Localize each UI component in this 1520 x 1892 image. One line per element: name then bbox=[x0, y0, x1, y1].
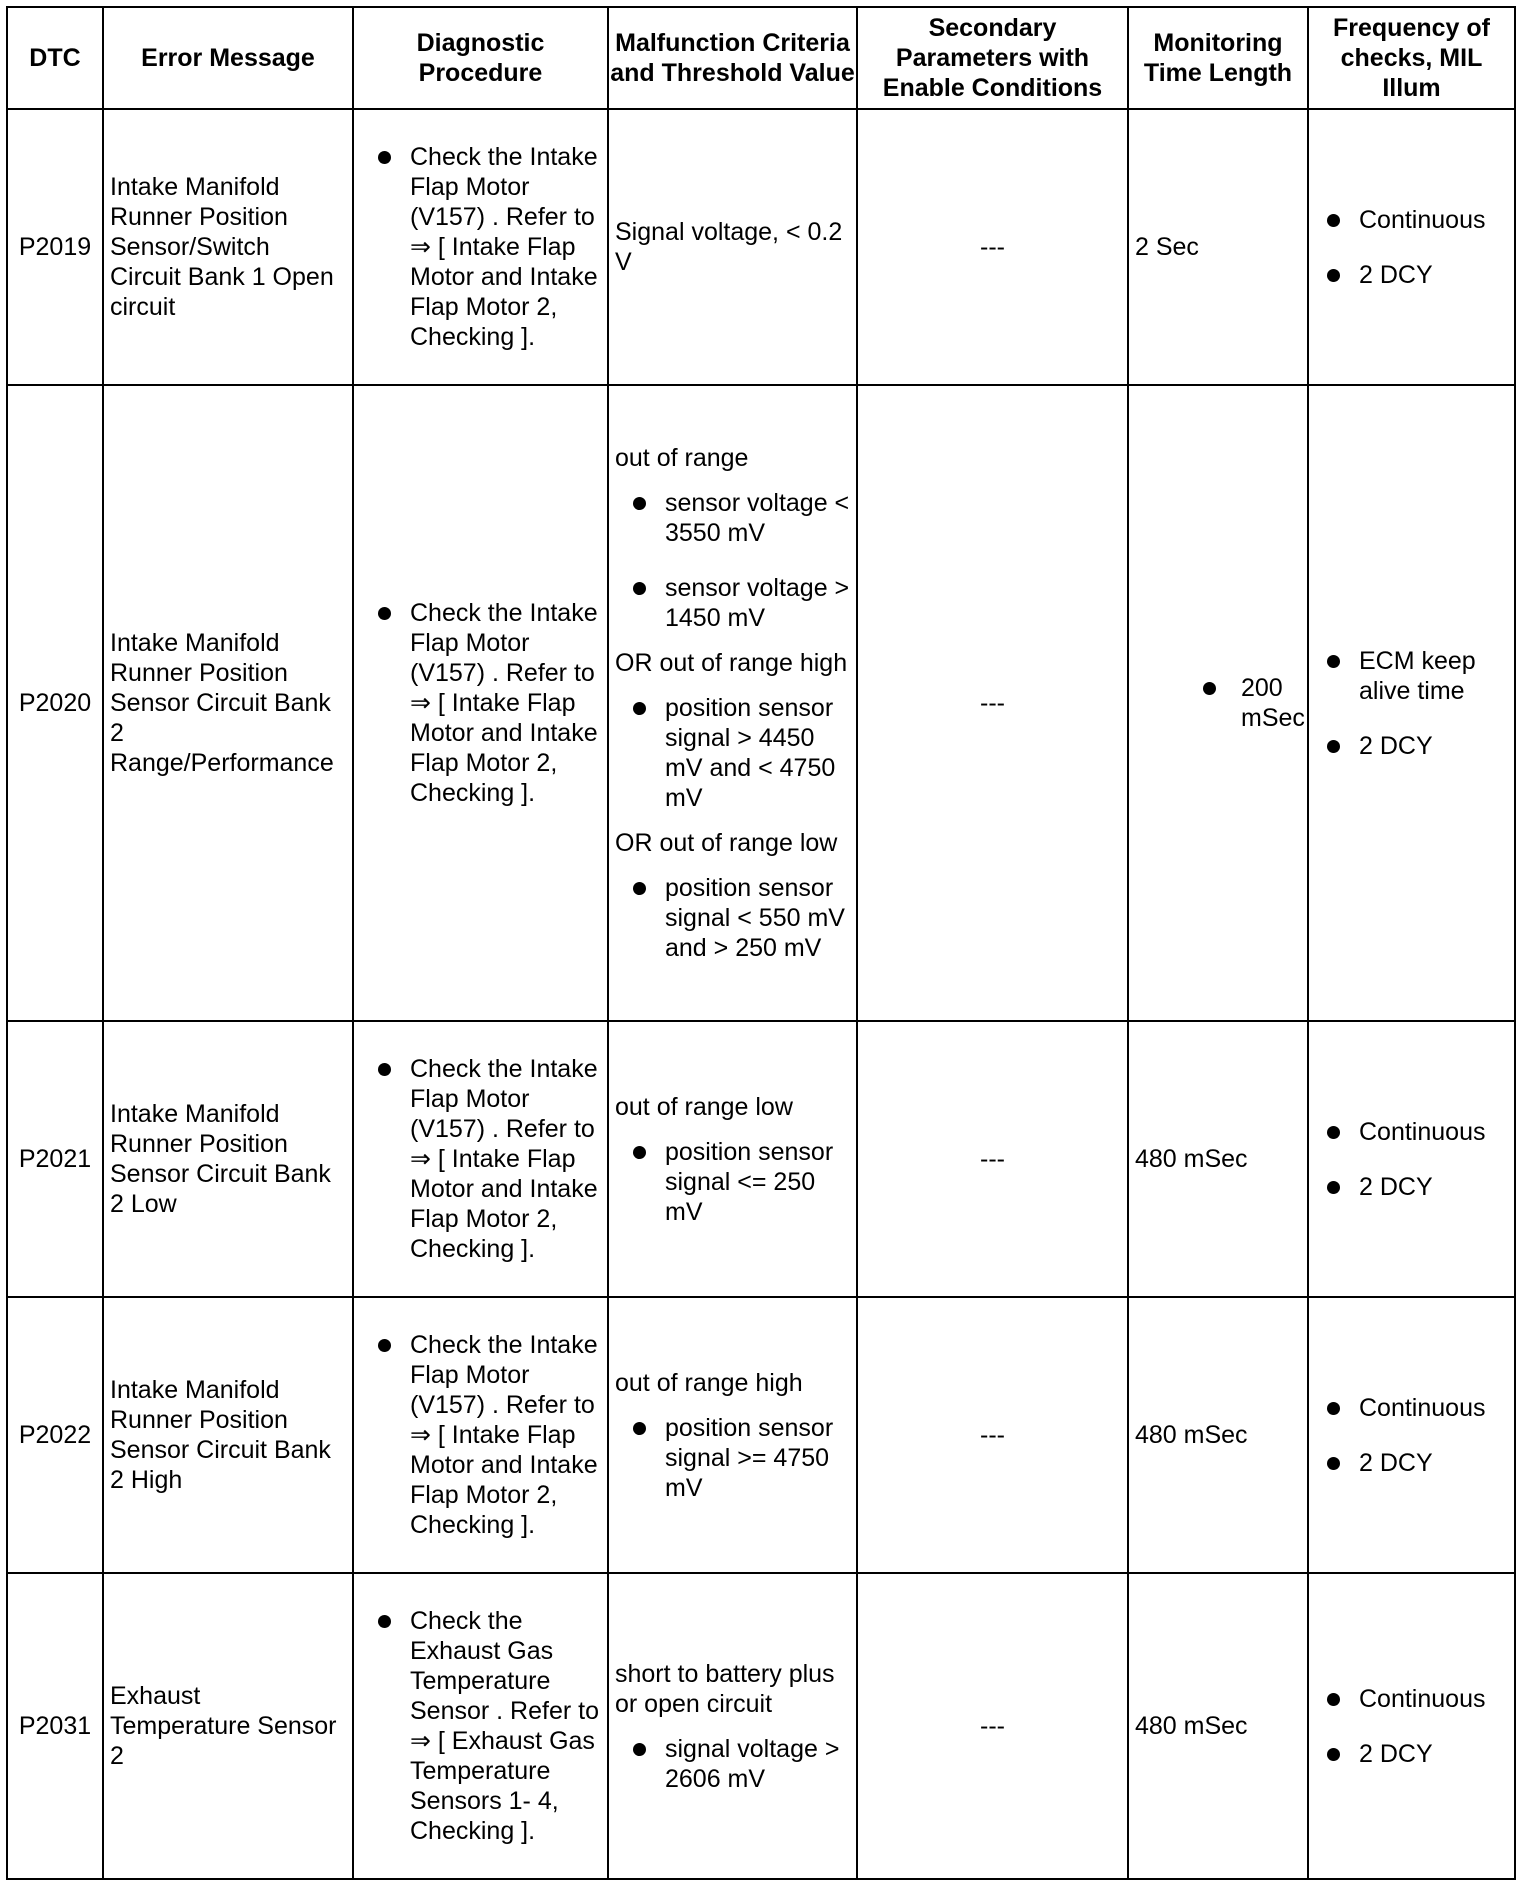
dtc-code: P2022 bbox=[7, 1297, 103, 1573]
criteria-label: OR out of range high bbox=[615, 649, 848, 677]
header-secondary-parameters: Secondary Parameters with Enable Conditions bbox=[857, 7, 1128, 109]
criteria-label: out of range high bbox=[615, 1368, 803, 1397]
criteria-label: OR out of range low bbox=[615, 829, 838, 857]
table-row bbox=[7, 1573, 1515, 1879]
criteria-item: position sensor signal < 550 mV and > 250 mV bbox=[615, 873, 850, 963]
error-message: Intake Manifold Runner Position Sensor/Switch Circuit Bank 1 Open circuit bbox=[103, 109, 353, 385]
malfunction-criteria bbox=[608, 385, 857, 1021]
frequency-item: 2 DCY bbox=[1309, 731, 1514, 761]
table-row bbox=[7, 1297, 1515, 1573]
frequency-item: Continuous bbox=[1309, 1684, 1514, 1714]
malfunction-criteria: Signal voltage, < 0.2 V bbox=[608, 109, 857, 385]
header-dtc: DTC bbox=[7, 7, 103, 109]
error-message: Intake Manifold Runner Position Sensor Circuit Bank 2 Range/Performance bbox=[103, 385, 353, 1021]
diagnostic-procedure bbox=[353, 1021, 608, 1297]
diagnostic-procedure bbox=[353, 1573, 608, 1879]
criteria-item: position sensor signal <= 250 mV bbox=[615, 1137, 850, 1227]
monitoring-item: 200 mSec bbox=[1185, 673, 1307, 733]
criteria-item: sensor voltage < 3550 mV bbox=[615, 488, 850, 548]
secondary-parameters: --- bbox=[857, 385, 1128, 1021]
procedure-item: Check the Intake Flap Motor (V157) . Refer to ⇒ [ Intake Flap Motor and Intake Flap Motor 2, Checking ]. bbox=[360, 1330, 601, 1540]
criteria-item: sensor voltage > 1450 mV bbox=[615, 573, 850, 633]
diagnostic-procedure bbox=[353, 109, 608, 385]
frequency-item: Continuous bbox=[1309, 205, 1514, 235]
frequency bbox=[1308, 109, 1515, 385]
frequency bbox=[1308, 1021, 1515, 1297]
frequency-item: 2 DCY bbox=[1309, 1172, 1514, 1202]
criteria-item: signal voltage > 2606 mV bbox=[615, 1734, 850, 1794]
criteria-label: short to battery plus or open circuit bbox=[615, 1659, 835, 1718]
header-malfunction-criteria: Malfunction Criteria and Threshold Value bbox=[608, 7, 857, 109]
frequency bbox=[1308, 1573, 1515, 1879]
procedure-item: Check the Intake Flap Motor (V157) . Refer to ⇒ [ Intake Flap Motor and Intake Flap Motor 2, Checking ]. bbox=[360, 142, 601, 352]
error-message: Exhaust Temperature Sensor 2 bbox=[103, 1573, 353, 1879]
frequency-item: 2 DCY bbox=[1309, 1739, 1514, 1769]
frequency-item: ECM keep alive time bbox=[1309, 646, 1514, 706]
table-row bbox=[7, 385, 1515, 1021]
dtc-code: P2020 bbox=[7, 385, 103, 1021]
error-message: Intake Manifold Runner Position Sensor Circuit Bank 2 High bbox=[103, 1297, 353, 1573]
table-row bbox=[7, 109, 1515, 385]
header-diagnostic-procedure: Diagnostic Procedure bbox=[353, 7, 608, 109]
error-message: Intake Manifold Runner Position Sensor Circuit Bank 2 Low bbox=[103, 1021, 353, 1297]
header-frequency: Frequency of checks, MIL Illum bbox=[1308, 7, 1515, 109]
malfunction-criteria bbox=[608, 1297, 857, 1573]
dtc-code: P2031 bbox=[7, 1573, 103, 1879]
secondary-parameters: --- bbox=[857, 109, 1128, 385]
frequency-item: 2 DCY bbox=[1309, 1448, 1514, 1478]
malfunction-criteria bbox=[608, 1021, 857, 1297]
table-row bbox=[7, 1021, 1515, 1297]
criteria-item: position sensor signal > 4450 mV and < 4750 mV bbox=[615, 693, 850, 813]
frequency-item: 2 DCY bbox=[1309, 260, 1514, 290]
secondary-parameters: --- bbox=[857, 1297, 1128, 1573]
frequency-item: Continuous bbox=[1309, 1393, 1514, 1423]
dtc-code: P2021 bbox=[7, 1021, 103, 1297]
procedure-item: Check the Exhaust Gas Temperature Sensor . Refer to ⇒ [ Exhaust Gas Temperature Sensors 1- 4, Checking ]. bbox=[360, 1606, 601, 1846]
monitoring-time: 480 mSec bbox=[1128, 1297, 1308, 1573]
criteria-label: out of range low bbox=[615, 1092, 793, 1121]
header-monitoring-time: Monitoring Time Length bbox=[1128, 7, 1308, 109]
diagnostic-procedure bbox=[353, 385, 608, 1021]
header-error-message: Error Message bbox=[103, 7, 353, 109]
criteria-item: position sensor signal >= 4750 mV bbox=[615, 1413, 850, 1503]
dtc-code: P2019 bbox=[7, 109, 103, 385]
monitoring-time bbox=[1128, 385, 1308, 1021]
header-row bbox=[7, 7, 1515, 109]
secondary-parameters: --- bbox=[857, 1021, 1128, 1297]
frequency bbox=[1308, 385, 1515, 1021]
monitoring-time: 480 mSec bbox=[1128, 1573, 1308, 1879]
dtc-table bbox=[6, 6, 1516, 1880]
monitoring-time: 480 mSec bbox=[1128, 1021, 1308, 1297]
frequency-item: Continuous bbox=[1309, 1117, 1514, 1147]
criteria-label: out of range bbox=[615, 444, 749, 472]
diagnostic-procedure bbox=[353, 1297, 608, 1573]
monitoring-time: 2 Sec bbox=[1128, 109, 1308, 385]
procedure-item: Check the Intake Flap Motor (V157) . Refer to ⇒ [ Intake Flap Motor and Intake Flap Motor 2, Checking ]. bbox=[360, 598, 601, 808]
malfunction-criteria bbox=[608, 1573, 857, 1879]
secondary-parameters: --- bbox=[857, 1573, 1128, 1879]
frequency bbox=[1308, 1297, 1515, 1573]
procedure-item: Check the Intake Flap Motor (V157) . Refer to ⇒ [ Intake Flap Motor and Intake Flap Motor 2, Checking ]. bbox=[360, 1054, 601, 1264]
